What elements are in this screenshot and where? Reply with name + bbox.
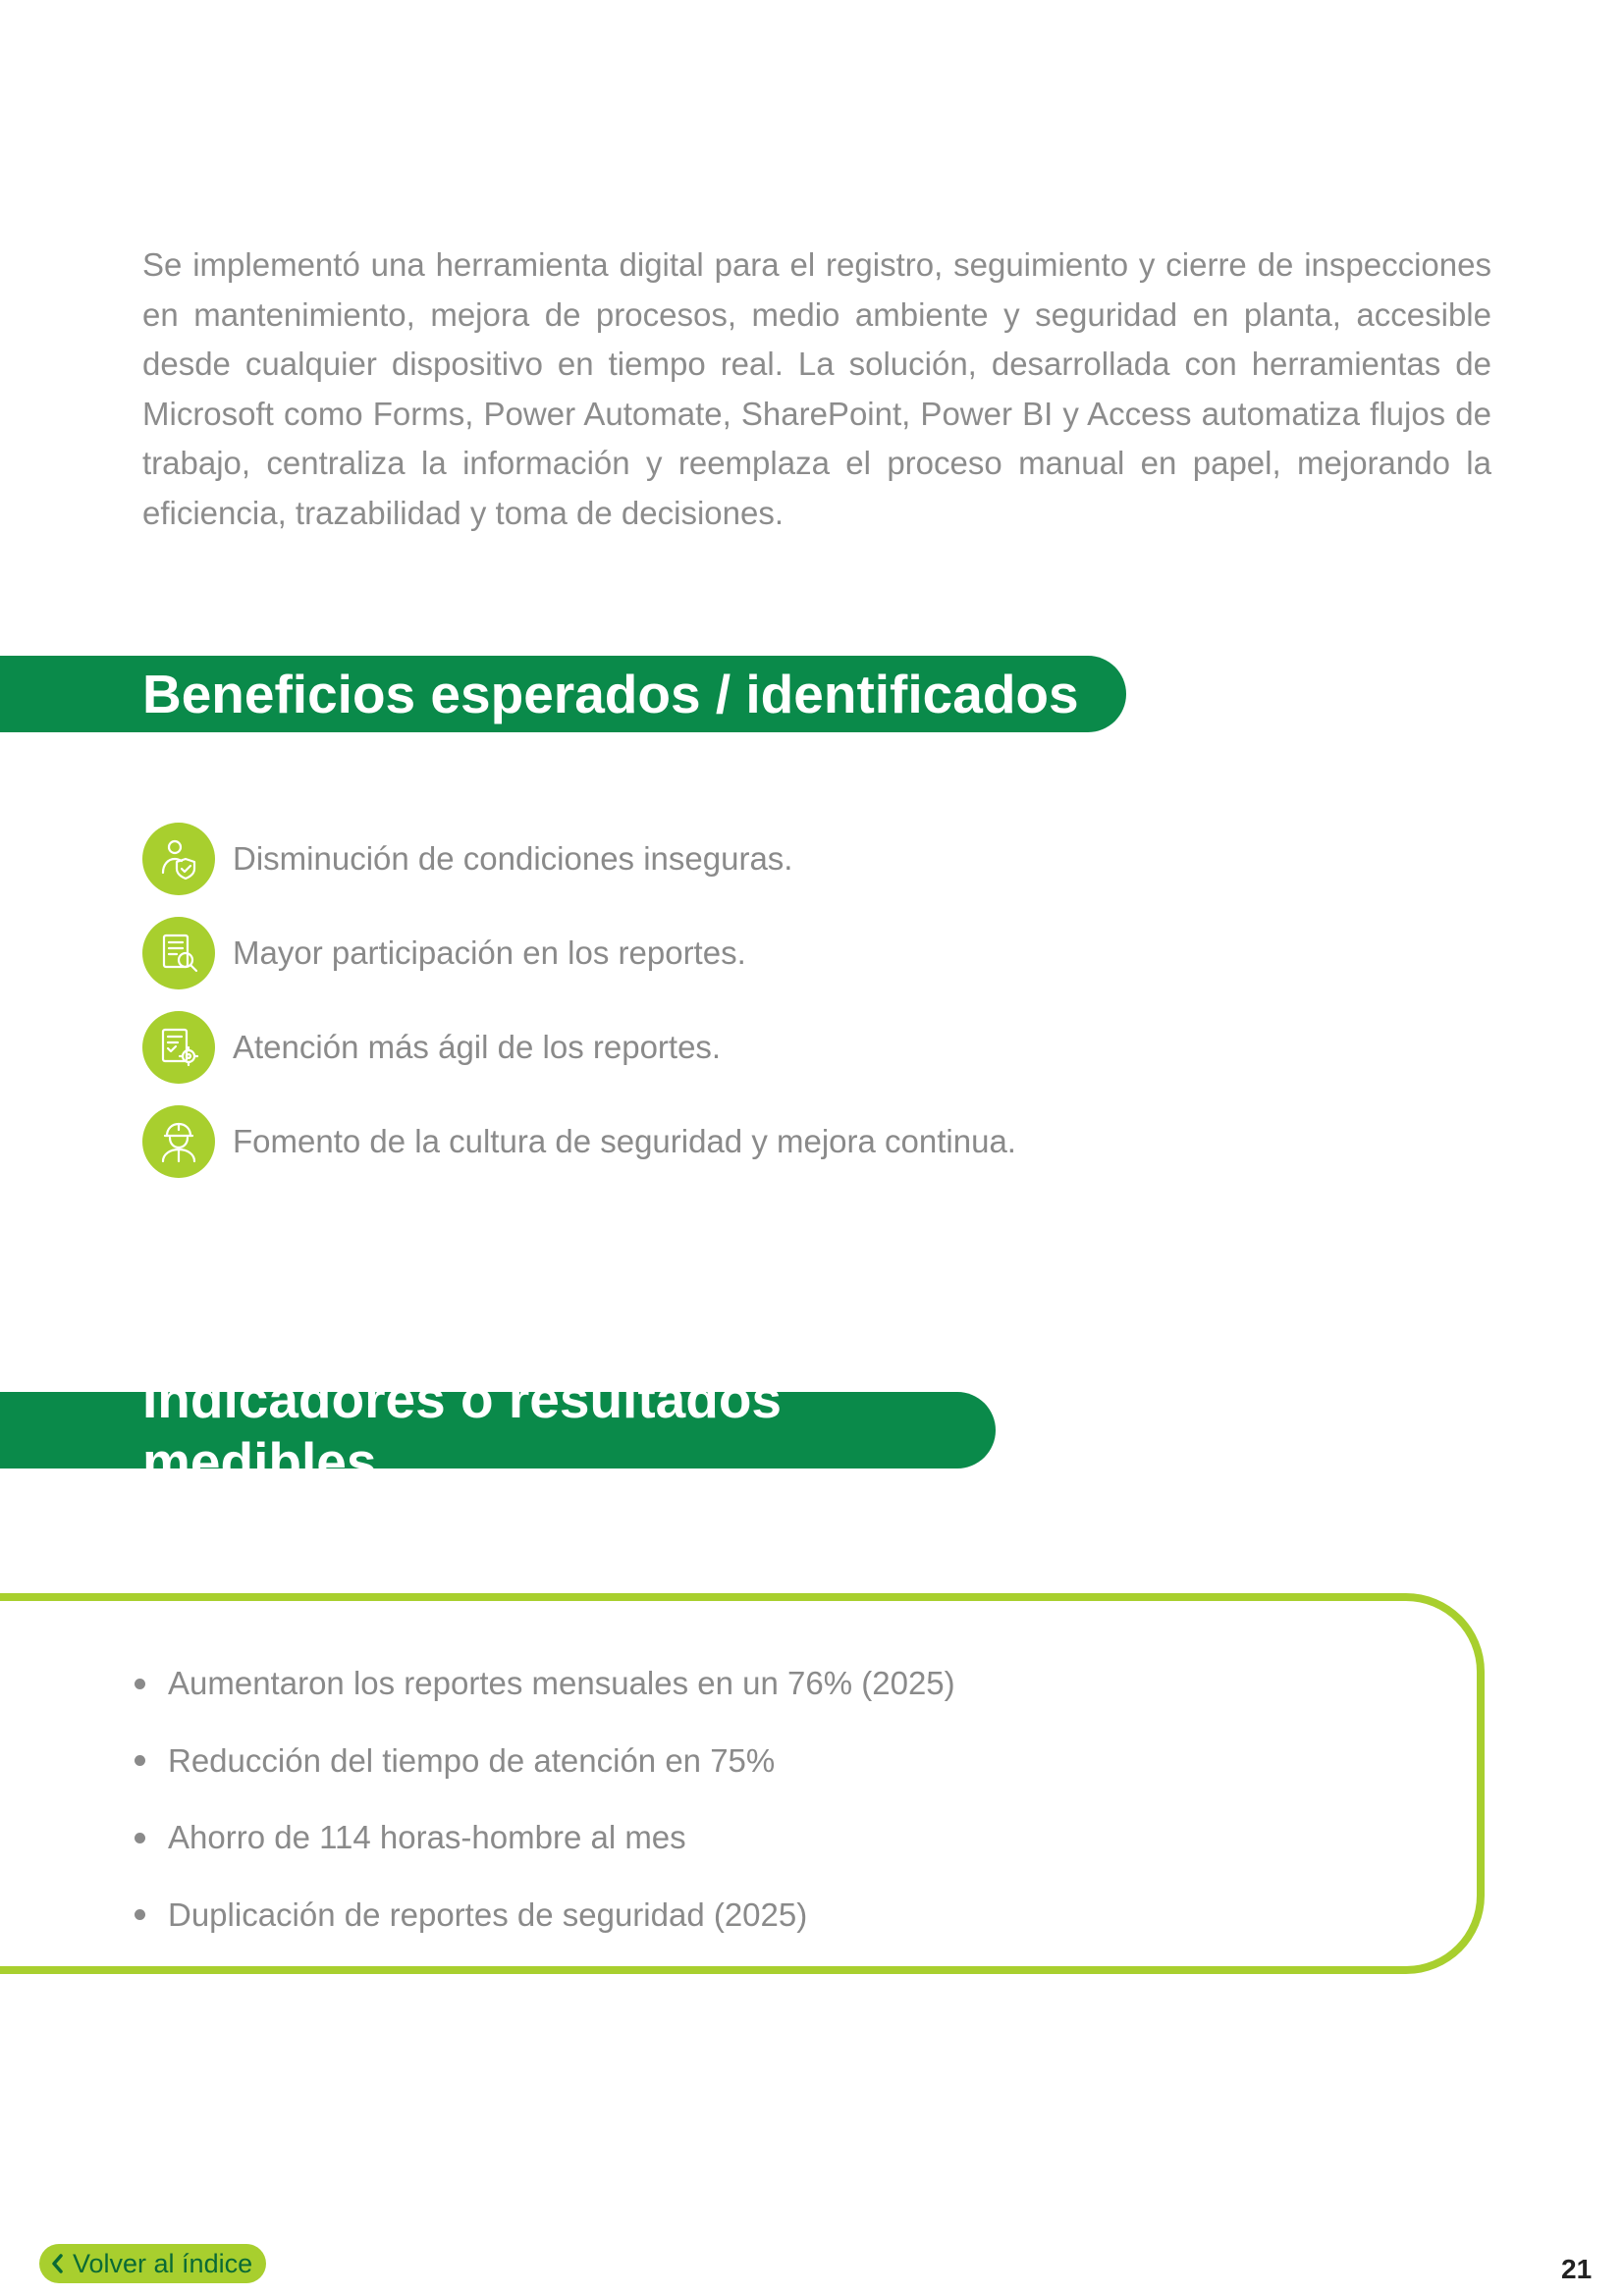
benefit-item xyxy=(142,823,792,895)
intro-paragraph: Se implementó una herramienta digital para el registro, seguimiento y cierre de inspecciones en mantenimiento, mejora de procesos, medio ambiente y seguridad en planta, accesible desde cualquier dispositivo en tiempo real. La solución, desarrollada con herramientas de Microsoft como Forms, Power Automate, SharePoint, Power BI y Access automatiza flujos de trabajo, centraliza la información y reemplaza el proceso manual en papel, mejorando la eficiencia, trazabilidad y toma de decisiones. xyxy=(142,246,1491,531)
chevron-left-icon xyxy=(49,2253,65,2274)
indicator-text: Duplicación de reportes de seguridad (2025) xyxy=(168,1896,808,1933)
bullet-icon xyxy=(135,1679,145,1689)
back-to-index-label: Volver al índice xyxy=(73,2248,253,2278)
indicator-text: Reducción del tiempo de atención en 75% xyxy=(168,1741,776,1779)
indicator-text: Ahorro de 114 horas-hombre al mes xyxy=(168,1819,686,1856)
indicators-list xyxy=(135,1645,955,1953)
benefits-heading xyxy=(0,656,1126,732)
page-number: 21 xyxy=(1561,2254,1593,2284)
benefits-title: Beneficios esperados / identificados xyxy=(142,664,1079,724)
list-item xyxy=(135,1799,955,1877)
bullet-icon xyxy=(135,1833,145,1843)
back-to-index-button[interactable] xyxy=(39,2244,266,2283)
benefit-item xyxy=(142,1105,1016,1178)
list-item xyxy=(135,1877,955,1954)
safety-worker-shield-icon xyxy=(142,823,215,895)
helmet-worker-icon xyxy=(142,1105,215,1178)
indicators-title: Indicadores o resultados medibles xyxy=(142,1368,783,1492)
list-item xyxy=(135,1723,955,1800)
benefit-item xyxy=(142,1011,721,1084)
report-search-icon xyxy=(142,917,215,989)
benefit-label: Disminución de condiciones inseguras. xyxy=(233,840,793,877)
benefit-label: Atención más ágil de los reportes. xyxy=(233,1029,722,1065)
indicator-text: Aumentaron los reportes mensuales en un 76% (2025) xyxy=(168,1665,955,1702)
benefit-label: Fomento de la cultura de seguridad y mejora continua. xyxy=(233,1123,1016,1159)
bullet-icon xyxy=(135,1755,145,1766)
report-gear-icon xyxy=(142,1011,215,1084)
indicators-heading xyxy=(0,1368,996,1492)
benefit-item xyxy=(142,917,746,989)
bullet-icon xyxy=(135,1909,145,1920)
list-item xyxy=(135,1645,955,1723)
benefit-label: Mayor participación en los reportes. xyxy=(233,934,746,971)
